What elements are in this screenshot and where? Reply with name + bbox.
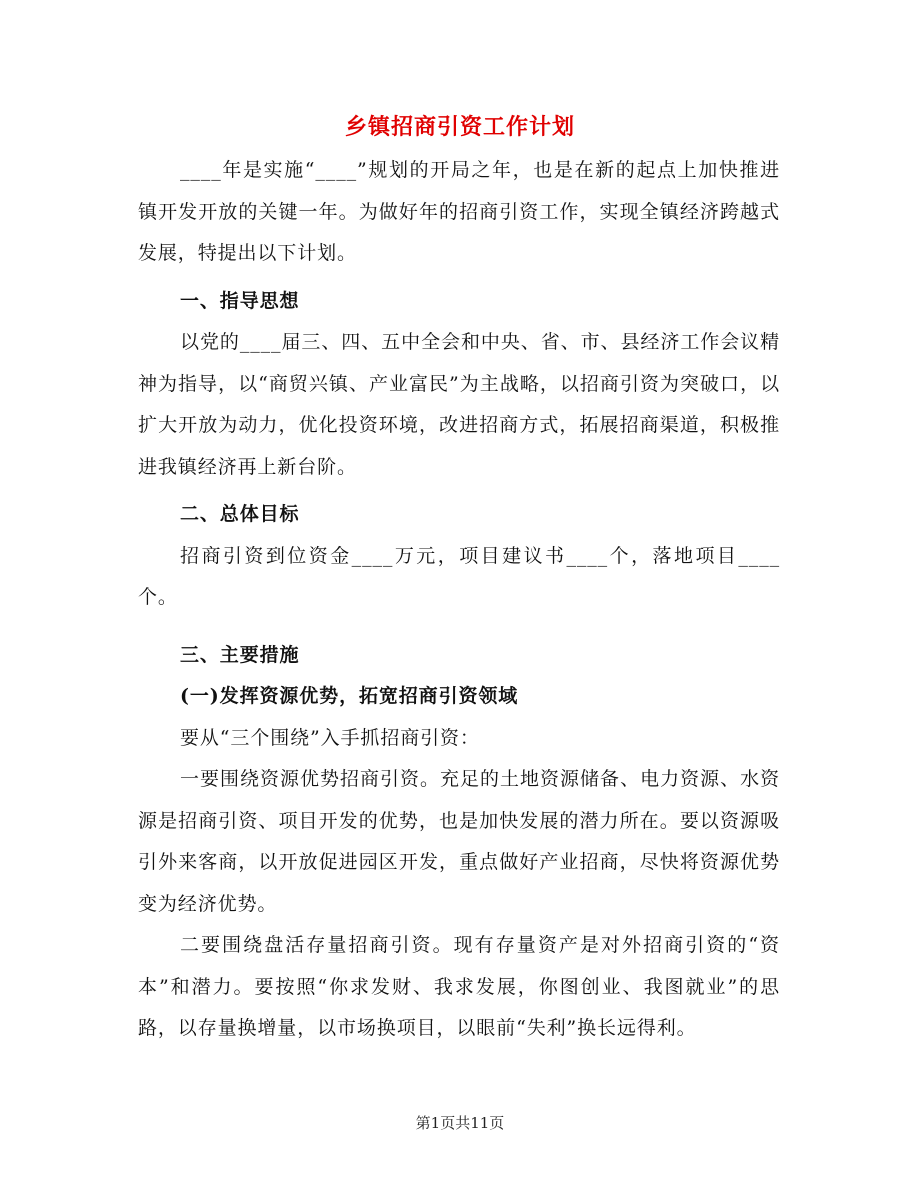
page-number-footer: 第1页共11页 — [415, 1114, 505, 1132]
resource-advantage-paragraph: 一要围绕资源优势招商引资。充足的土地资源储备、电力资源、水资源是招商引资、项目开发的优势，也是加快发展的潜力所在。要以资源吸引外来客商，以开放促进园区开发，重点做好产业招商，尽快将资源优势变为经济优势。 — [138, 768, 780, 915]
three-focus-paragraph: 要从“三个围绕”入手抓招商引资： — [180, 726, 480, 749]
section-heading-main-measures: 三、主要措施 — [180, 643, 300, 666]
guiding-ideology-paragraph: 以党的____届三、四、五中全会和中央、省、市、县经济工作会议精神为指导，以“商贸兴镇、产业富民”为主战略，以招商引资为突破口，以扩大开放为动力，优化投资环境，改进招商方式，拓展招商渠道，积极推进我镇经济再上新台阶。 — [138, 331, 780, 478]
document-body — [138, 150, 780, 1050]
document-title: 乡镇招商引资工作计划 — [344, 114, 575, 140]
subsection-heading-resource-advantage: (一)发挥资源优势，拓宽招商引资领域 — [180, 685, 519, 707]
overall-goal-paragraph: 招商引资到位资金____万元，项目建议书____个，落地项目____个。 — [138, 544, 780, 608]
section-heading-guiding-ideology: 一、指导思想 — [180, 289, 300, 312]
stock-assets-paragraph: 二要围绕盘活存量招商引资。现有存量资产是对外招商引资的“资本”和潜力。要按照“你求发财、我求发展，你图创业、我图就业”的思路，以存量换增量，以市场换项目，以眼前“失利”换长远得利。 — [138, 934, 780, 1039]
section-heading-overall-goal: 二、总体目标 — [180, 503, 300, 525]
intro-paragraph: ____年是实施“____”规划的开局之年，也是在新的起点上加快推进镇开发开放的关键一年。为做好年的招商引资工作，实现全镇经济跨越式发展，特提出以下计划。 — [138, 159, 780, 264]
